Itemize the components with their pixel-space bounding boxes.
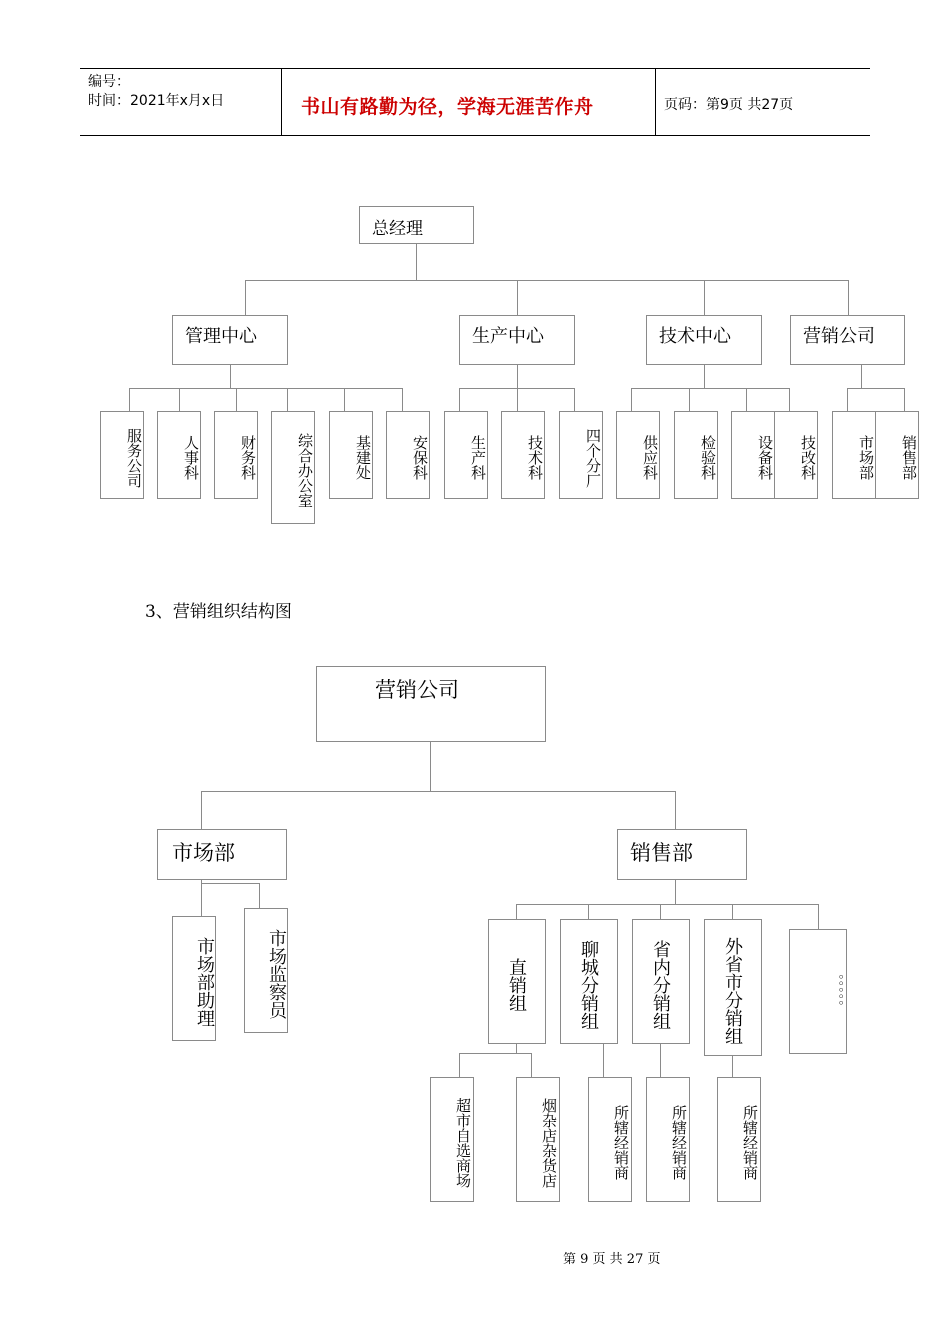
org-node-dealers: 所辖经销商 — [646, 1077, 690, 1202]
header-divider-right — [655, 68, 656, 136]
connector — [259, 883, 260, 908]
org-node-unit: 技改科 — [774, 411, 818, 499]
connector — [531, 1053, 532, 1077]
connector — [689, 388, 690, 411]
org-node-unit: 安保科 — [386, 411, 430, 499]
section-title: 3、营销组织结构图 — [145, 602, 292, 622]
connector — [660, 904, 661, 919]
org-node-unit: 生产科 — [444, 411, 488, 499]
connector — [675, 791, 676, 829]
org-node-sales-group: 省内分销组 — [632, 919, 690, 1044]
connector — [516, 904, 517, 919]
connector — [574, 388, 575, 411]
org-node-unit: 基建处 — [329, 411, 373, 499]
org-node-unit: 技术科 — [501, 411, 545, 499]
connector — [818, 904, 819, 929]
connector — [847, 388, 848, 411]
header-number-label: 编号： — [88, 74, 130, 90]
org-node-sales-root: 营销公司 — [316, 666, 546, 742]
header-motto: 书山有路勤为径，学海无涯苦作舟 — [301, 96, 594, 118]
org-node-sales-group: 聊城分销组 — [560, 919, 618, 1044]
org-node-sales-dept: 销售部 — [617, 829, 747, 880]
org-node-unit: 设备科 — [731, 411, 775, 499]
org-node-sales-group: 直销组 — [488, 919, 546, 1044]
connector — [245, 280, 246, 315]
connector — [245, 280, 848, 281]
connector — [416, 243, 417, 280]
connector — [402, 388, 403, 411]
connector — [517, 388, 518, 411]
header-divider-left — [281, 68, 282, 136]
org-node-sales-company: 营销公司 — [790, 315, 905, 365]
org-node-sales-group: 外省市分销组 — [704, 919, 762, 1056]
org-node-dealers: 所辖经销商 — [717, 1077, 761, 1202]
connector — [516, 1043, 517, 1053]
connector — [848, 280, 849, 315]
connector — [517, 280, 518, 315]
header-top-rule — [80, 68, 870, 69]
header-bottom-rule — [80, 135, 870, 136]
connector — [588, 904, 589, 919]
connector — [230, 364, 231, 388]
org-node-general-manager: 总经理 — [359, 206, 474, 244]
org-node-unit: 市场部助理 — [172, 916, 216, 1041]
connector — [201, 879, 202, 917]
connector — [430, 741, 431, 791]
connector — [732, 904, 733, 919]
connector — [675, 879, 676, 904]
org-node-unit: 财务科 — [214, 411, 258, 499]
connector — [459, 1053, 460, 1077]
connector — [236, 388, 237, 411]
page-footer: 第 9 页 共 27 页 — [563, 1252, 661, 1267]
org-node-channel: 超市自选商场 — [430, 1077, 474, 1202]
org-node-more-groups: 。。。。。 — [789, 929, 847, 1054]
connector — [603, 1043, 604, 1077]
org-node-unit: 检验科 — [674, 411, 718, 499]
connector — [746, 388, 747, 411]
connector — [344, 388, 345, 411]
connector — [179, 388, 180, 411]
connector — [201, 883, 259, 884]
org-node-unit: 销售部 — [875, 411, 919, 499]
org-node-unit: 综合办公室 — [271, 411, 315, 524]
header-page-label: 页码：第9页 共27页 — [664, 97, 794, 113]
connector — [631, 388, 632, 411]
org-node-unit: 市场部 — [832, 411, 876, 499]
connector — [201, 791, 202, 829]
header-time-label: 时间：2021年x月x日 — [88, 93, 225, 109]
connector — [847, 388, 905, 389]
org-node-mgmt-center: 管理中心 — [172, 315, 288, 365]
org-node-unit: 人事科 — [157, 411, 201, 499]
org-node-channel: 烟杂店杂货店 — [516, 1077, 560, 1202]
org-node-unit: 供应科 — [616, 411, 660, 499]
connector — [516, 904, 818, 905]
connector — [129, 388, 130, 411]
org-node-unit: 服务公司 — [100, 411, 144, 499]
connector — [904, 388, 905, 411]
connector — [459, 388, 460, 411]
connector — [704, 364, 705, 388]
org-node-unit: 四个分厂 — [559, 411, 603, 499]
connector — [631, 388, 789, 389]
connector — [287, 388, 288, 411]
connector — [660, 1043, 661, 1077]
org-node-unit: 市场监察员 — [244, 908, 288, 1033]
connector — [789, 388, 790, 411]
connector — [517, 364, 518, 388]
connector — [861, 364, 862, 388]
org-node-dealers: 所辖经销商 — [588, 1077, 632, 1202]
org-node-prod-center: 生产中心 — [459, 315, 575, 365]
connector — [732, 1055, 733, 1077]
connector — [201, 791, 675, 792]
connector — [704, 280, 705, 315]
connector — [459, 1053, 531, 1054]
org-node-market-dept: 市场部 — [157, 829, 287, 880]
org-node-tech-center: 技术中心 — [646, 315, 762, 365]
connector — [129, 388, 402, 389]
